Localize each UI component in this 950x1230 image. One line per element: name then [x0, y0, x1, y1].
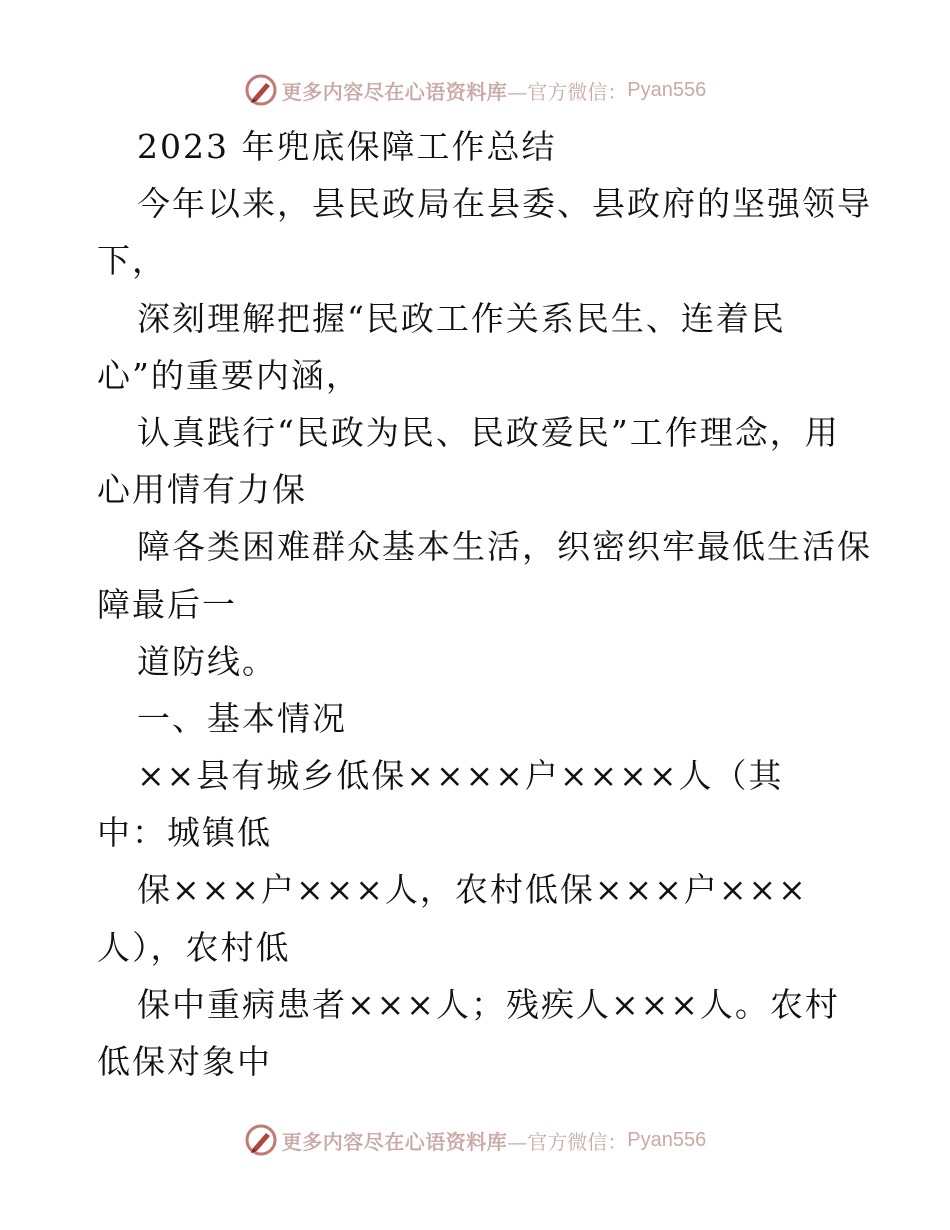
document-body — [97, 118, 872, 1090]
text-line: ××县有城乡低保××××户××××人（其 — [137, 756, 784, 796]
text-line: 今年以来，县民政局在县委、县政府的坚强领导 — [137, 184, 872, 224]
text-line: 认真践行“民政为民、民政爱民”工作理念，用 — [137, 412, 840, 452]
footer-watermark — [0, 1120, 950, 1160]
text-line: 低保对象中 — [97, 1042, 272, 1081]
red-pen-seal-icon — [244, 1123, 278, 1157]
text-line: 障各类困难群众基本生活，织密织牢最低生活保 — [137, 527, 872, 567]
text-line: 障最后一 — [97, 584, 237, 624]
document-title: 2023 年兜底保障工作总结 — [137, 127, 557, 166]
header-watermark — [0, 70, 950, 110]
text-line: 下， — [97, 241, 167, 281]
watermark-brand: 更多内容尽在心语资料库 — [281, 1129, 508, 1154]
text-line: 道防线。 — [137, 641, 277, 681]
section-heading: 一、基本情况 — [137, 698, 347, 738]
red-pen-seal-icon — [244, 73, 278, 107]
text-line: 人），农村低 — [97, 927, 291, 967]
watermark-contact: —官方微信： — [507, 79, 628, 104]
text-line: 心”的重要内涵， — [97, 355, 361, 395]
watermark-wechat-id: Pyan556 — [627, 78, 707, 101]
watermark-brand: 更多内容尽在心语资料库 — [281, 79, 508, 104]
text-line: 保×××户×××人，农村低保×××户××× — [137, 870, 808, 910]
text-line: 保中重病患者×××人；残疾人×××人。农村 — [137, 984, 840, 1024]
text-line: 中：城镇低 — [97, 813, 272, 853]
watermark-contact: —官方微信： — [507, 1129, 628, 1154]
text-line: 心用情有力保 — [97, 470, 307, 510]
watermark-wechat-id: Pyan556 — [627, 1128, 707, 1151]
text-line: 深刻理解把握“民政工作关系民生、连着民 — [137, 298, 786, 338]
